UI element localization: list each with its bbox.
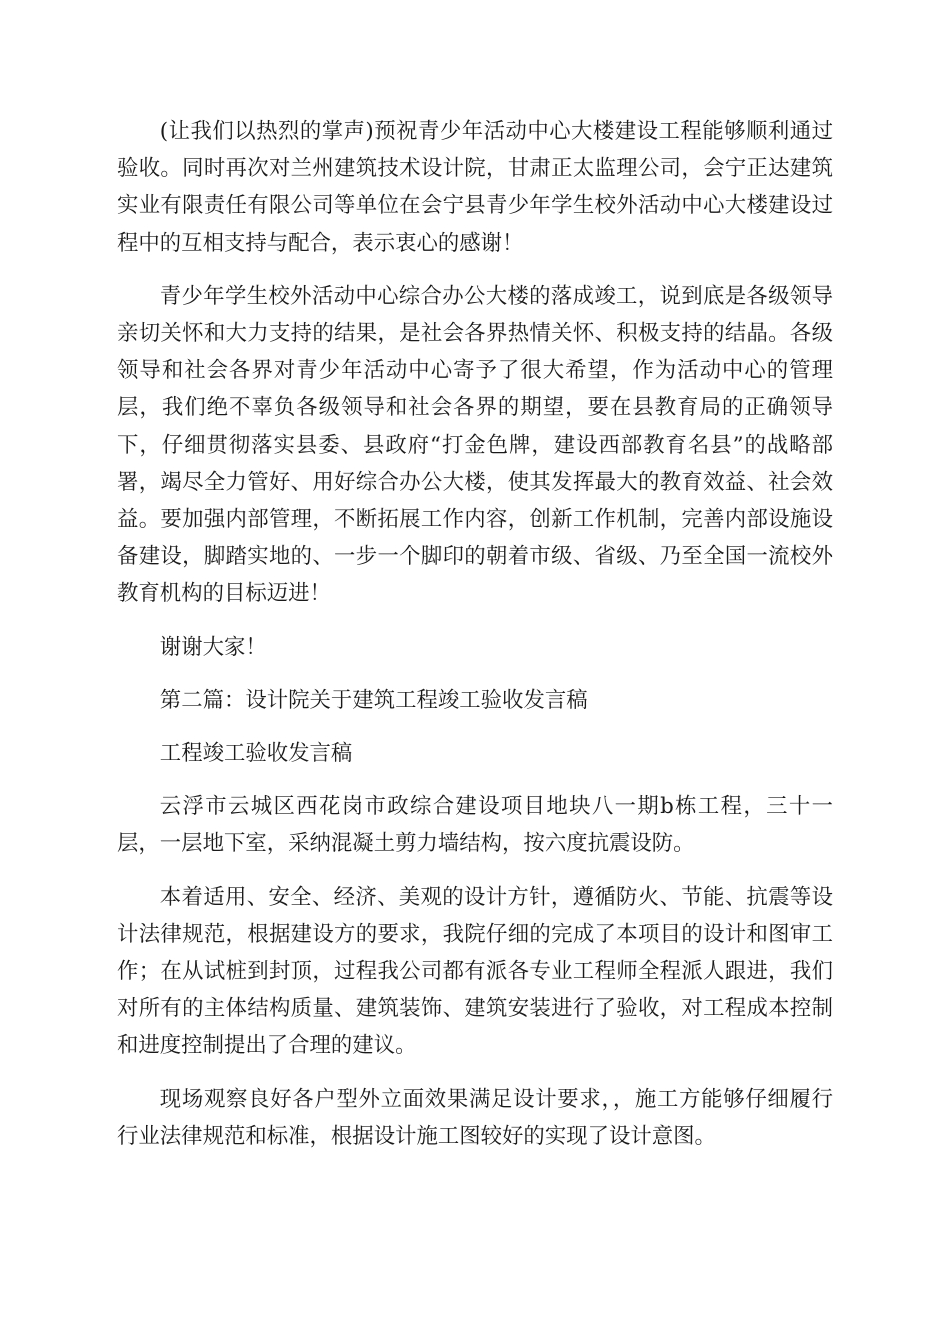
section-title-part-two: 第二篇：设计院关于建筑工程竣工验收发言稿 [159,687,588,713]
paragraph-thank-you: 谢谢大家！ [159,634,267,660]
document-page [117,113,833,1171]
paragraph-design-principles: 本着适用、安全、经济、美观的设计方针，遵循防火、节能、抗震等设计法律规范，根据建设方的要求，我院仔细的完成了本项目的设计和图审工作；在从试桩到封顶，过程我公司都有派各专业工程师全程派人跟进，我们对所有的主体结构质量、建筑装饰、建筑安装进行了验收，对工程成本控制和进度控制提出了合理的建议。 [117,884,833,1059]
paragraph-site-observation: 现场观察良好各户型外立面效果满足设计要求，，施工方能够仔细履行行业法律规范和标准，根据设计施工图较好的实现了设计意图。 [117,1086,833,1149]
speech-title: 工程竣工验收发言稿 [159,741,353,767]
paragraph-applause-thanks: (让我们以热烈的掌声)预祝青少年活动中心大楼建设工程能够顺利通过验收。同时再次对兰州建筑技术设计院，甘肃正太监理公司，会宁正达建筑实业有限责任有限公司等单位在会宁县青少年学生校外活动中心大楼建设过程中的互相支持与配合，表示衷心的感谢！ [117,119,833,256]
paragraph-project-description: 云浮市云城区西花岗市政综合建设项目地块八一期b栋工程，三十一层，一层地下室，采纳混凝土剪力墙结构，按六度抗震设防。 [117,794,833,857]
paragraph-completion-remarks: 青少年学生校外活动中心综合办公大楼的落成竣工，说到底是各级领导亲切关怀和大力支持的结果，是社会各界热情关怀、积极支持的结晶。各级领导和社会各界对青少年活动中心寄予了很大希望，作为活动中心的管理层，我们绝不辜负各级领导和社会各界的期望，要在县教育局的正确领导下，仔细贯彻落实县委、县政府“打金色牌，建设西部教育名县”的战略部署，竭尽全力管好、用好综合办公大楼，使其发挥最大的教育效益、社会效益。要加强内部管理，不断拓展工作内容，创新工作机制，完善内部设施设备建设，脚踏实地的、一步一个脚印的朝着市级、省级、乃至全国一流校外教育机构的目标迈进！ [117,283,833,607]
